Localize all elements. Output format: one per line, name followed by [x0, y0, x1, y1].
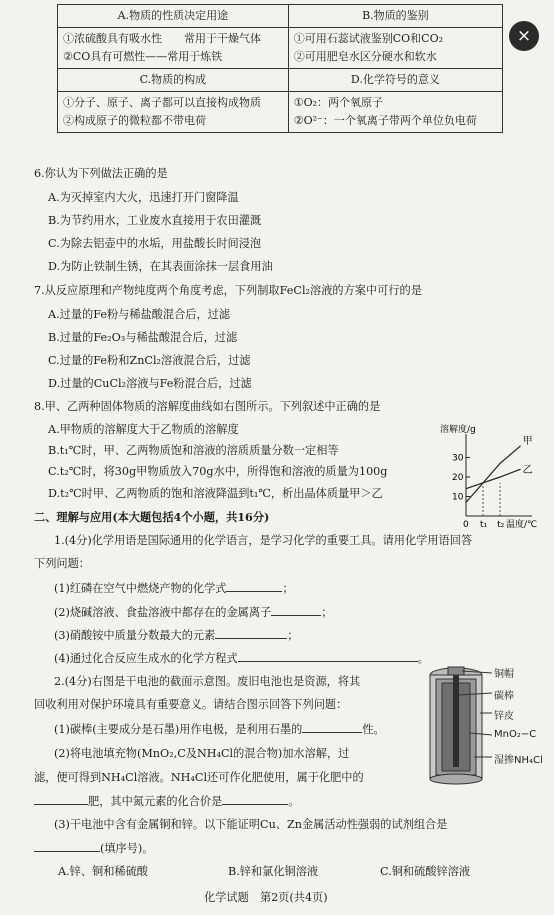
- table-c2: ②构成原子的微粒都不带电荷: [63, 114, 206, 127]
- label-carbon-rod: 碳棒: [494, 691, 514, 702]
- q2-part-1-end: 性。: [362, 723, 385, 736]
- series-label: 乙: [522, 465, 533, 477]
- q1-stem-2: 下列问题：: [34, 557, 90, 570]
- table-cell-c: [58, 92, 289, 133]
- q8-stem: 8.甲、乙两种固体物质的溶解度曲线如右图所示。下列叙述中正确的是: [34, 400, 381, 413]
- q1-part-4: [54, 650, 429, 667]
- table-cell-b: [288, 28, 502, 69]
- answer-blank[interactable]: [34, 840, 100, 852]
- q2-part-3b: [34, 840, 153, 857]
- label-zinc-shell: 锌皮: [494, 711, 514, 722]
- q1-part-2-text: (2)烧碱溶液、食盐溶液中都存在的金属离子: [54, 606, 272, 619]
- x-tick-label: t₁: [480, 520, 488, 530]
- q7-option-c: C.过量的Fe粉和ZnCl₂溶液混合后，过滤: [48, 354, 251, 367]
- option-table: [57, 4, 503, 133]
- answer-blank[interactable]: [271, 604, 321, 616]
- battery-diagram: [416, 665, 554, 787]
- q1-punct: ；: [282, 582, 294, 595]
- table-a2: ②CO具有可燃性——常用于炼铁: [63, 50, 223, 63]
- q2-part-2c: [34, 793, 299, 810]
- label-nh4cl: 湿掺NH₄Cl: [494, 755, 543, 766]
- q2-part-2a: (2)将电池填充物(MnO₂,C及NH₄Cl的混合物)加水溶解，过: [54, 747, 350, 760]
- x-tick-label: t₂: [497, 520, 505, 530]
- y-tick-label: 10: [452, 492, 464, 503]
- q8-option-d: D.t₂℃时甲、乙两物质的饱和溶液降温到t₁℃，析出晶体质量甲＞乙: [48, 487, 383, 500]
- q2-part-3a: (3)干电池中含有金属铜和锌。以下能证明Cu、Zn金属活动性强弱的试剂组合是: [54, 818, 448, 831]
- y-tick-label: 30: [452, 453, 464, 464]
- q1-punct: 。: [417, 652, 429, 665]
- close-button[interactable]: [509, 21, 539, 51]
- table-header-a: A.物质的性质决定用途: [58, 5, 289, 28]
- solubility-chart: [432, 418, 554, 534]
- table-c1: ①分子、原子、离子都可以直接构成物质: [63, 96, 261, 109]
- q2-part-1: [54, 721, 385, 738]
- answer-blank[interactable]: [238, 650, 418, 662]
- q1-part-1: [54, 580, 294, 597]
- q7-option-b: B.过量的Fe₂O₃与稀盐酸混合后，过滤: [48, 331, 238, 344]
- q6-option-a: A.为灭掉室内大火，迅速打开门窗降温: [48, 191, 239, 204]
- table-d2: ②O²⁻：一个氧离子带两个单位负电荷: [293, 114, 477, 127]
- chart-ylabel: 溶解度/g: [440, 425, 476, 435]
- q1-part-3-text: (3)硝酸铵中质量分数最大的元素: [54, 629, 216, 642]
- table-b2: ②可用肥皂水区分硬水和软水: [293, 50, 437, 63]
- q2-option-a: A.锌、铜和稀硫酸: [58, 865, 148, 878]
- q2-part-1-text: (1)碳棒(主要成分是石墨)用作电极，是利用石墨的: [54, 723, 303, 736]
- q1-part-1-text: (1)红磷在空气中燃烧产物的化学式: [54, 582, 227, 595]
- q2-option-c: C.铜和硫酸锌溶液: [380, 865, 471, 878]
- q6-option-c: C.为除去铝壶中的水垢，用盐酸长时间浸泡: [48, 237, 262, 250]
- q6-option-b: B.为节约用水，工业废水直接用于农田灌溉: [48, 214, 262, 227]
- table-b1: ①可用石蕊试液鉴别CO和CO₂: [293, 32, 443, 45]
- q2-part-2c-text: 肥，其中氮元素的化合价是: [88, 795, 223, 808]
- q8-option-c: C.t₂℃时，将30g甲物质放入70g水中，所得饱和溶液的质量为100g: [48, 465, 388, 478]
- y-tick-label: 20: [452, 473, 464, 483]
- table-cell-d: [288, 92, 502, 133]
- chart-xlabel: 温度/℃: [506, 520, 538, 530]
- section2-title: 二、理解与应用(本大题包括4个小题，共16分): [34, 510, 270, 524]
- battery-drawing: [416, 665, 554, 787]
- series-label: 甲: [522, 435, 533, 447]
- answer-blank[interactable]: [34, 793, 88, 805]
- q2-part-2b: 滤，便可得到NH₄Cl溶液。NH₄Cl还可作化肥使用，属于化肥中的: [34, 771, 364, 784]
- answer-blank[interactable]: [222, 793, 288, 805]
- q8-option-a: A.甲物质的溶解度大于乙物质的溶解度: [48, 423, 239, 436]
- q1-punct: ；: [287, 629, 299, 642]
- q1-stem-1: 1.(4分)化学用语是国际通用的化学语言，是学习化学的重要工具。请用化学用语回答: [54, 534, 473, 547]
- q2-punct: 。: [288, 795, 300, 808]
- q8-option-b: B.t₁℃时，甲、乙两物质饱和溶液的溶质质量分数一定相等: [48, 444, 339, 457]
- q2-stem-2: 回收利用对保护环境具有重要意义。请结合图示回答下列问题：: [34, 698, 348, 711]
- q1-punct: ；: [321, 606, 333, 619]
- q1-part-4-text: (4)通过化合反应生成水的化学方程式: [54, 652, 238, 665]
- q6-option-d: D.为防止铁制生锈，在其表面涂抹一层食用油: [48, 260, 273, 273]
- q2-part-3b-text: (填序号)。: [100, 842, 154, 855]
- table-cell-a: [58, 28, 289, 69]
- table-header-b: B.物质的鉴别: [288, 5, 502, 28]
- q6-stem: 6.你认为下列做法正确的是: [34, 167, 168, 180]
- label-mno2-c: MnO₂−C: [494, 729, 537, 740]
- q1-part-3: [54, 627, 299, 644]
- q2-option-b: B.锌和氯化铜溶液: [228, 865, 319, 878]
- q2-stem-1: 2.(4分)右图是干电池的截面示意图。废旧电池也是资源，将其: [54, 675, 361, 688]
- answer-blank[interactable]: [302, 721, 362, 733]
- q7-option-a: A.过量的Fe粉与稀盐酸混合后，过滤: [48, 308, 231, 321]
- series-line-jia: [466, 446, 521, 503]
- q1-part-2: [54, 604, 332, 621]
- table-header-c: C.物质的构成: [58, 69, 289, 92]
- q7-stem: 7.从反应原理和产物纯度两个角度考虑，下列制取FeCl₂溶液的方案中可行的是: [34, 284, 422, 297]
- page-footer: 化学试题 第2页(共4页): [204, 891, 328, 904]
- x-tick-label: 0: [463, 520, 469, 530]
- label-copper-cap: 铜帽: [494, 669, 514, 680]
- close-icon: ×: [516, 26, 532, 46]
- q7-option-d: D.过量的CuCl₂溶液与Fe粉混合后，过滤: [48, 377, 252, 390]
- table-d1: ①O₂：两个氧原子: [293, 96, 384, 109]
- table-a1: ①浓硫酸具有吸水性 常用于干燥气体: [63, 32, 261, 45]
- series-line-yi: [466, 469, 521, 489]
- table-header-d: D.化学符号的意义: [288, 69, 502, 92]
- answer-blank[interactable]: [215, 627, 287, 639]
- answer-blank[interactable]: [226, 580, 282, 592]
